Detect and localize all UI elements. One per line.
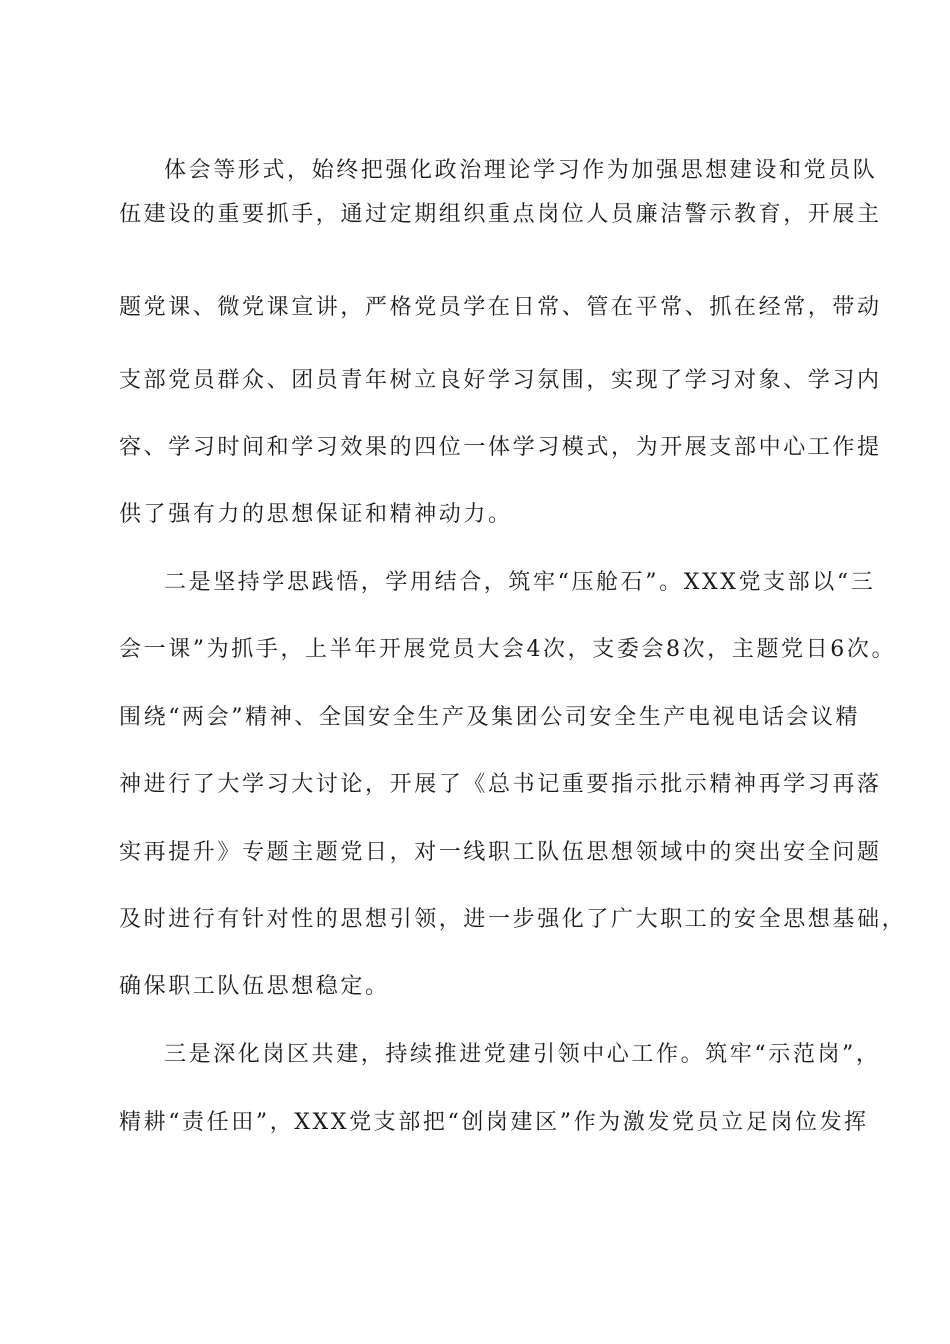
paragraph-line: 伍建设的重要抓手，通过定期组织重点岗位人员廉洁警示教育，开展主 [119,202,882,227]
paragraph-line: 神进行了大学习大讨论，开展了《总书记重要指示批示精神再学习再落 [119,772,882,797]
paragraph-line: 精耕“责任田”，XXX党支部把“创岗建区”作为激发党员立足岗位发挥 [119,1110,869,1135]
paragraph-line: 及时进行有针对性的思想引领，进一步强化了广大职工的安全思想基础， [119,907,907,932]
paragraph-line: 二是坚持学思践悟，学用结合，筑牢“压舱石”。XXX党支部以“三 [164,570,876,595]
paragraph-line: 容、学习时间和学习效果的四位一体学习模式，为开展支部中心工作提 [119,435,882,460]
paragraph-line: 支部党员群众、团员青年树立良好学习氛围，实现了学习对象、学习内 [119,368,882,393]
paragraph-line: 会一课”为抓手，上半年开展党员大会4次，支委会8次，主题党日6次。 [119,637,897,662]
paragraph-line: 题党课、微党课宣讲，严格党员学在日常、管在平常、抓在经常，带动 [119,295,882,320]
paragraph-line: 供了强有力的思想保证和精神动力。 [119,502,513,527]
paragraph-line: 体会等形式，始终把强化政治理论学习作为加强思想建设和党员队 [164,158,878,183]
paragraph-line: 三是深化岗区共建，持续推进党建引领中心工作。筑牢“示范岗”， [164,1042,881,1067]
paragraph-line: 实再提升》专题主题党日，对一线职工队伍思想领域中的突出安全问题 [119,840,882,865]
paragraph-line: 确保职工队伍思想稳定。 [119,974,390,999]
paragraph-line: 围绕“两会”精神、全国安全生产及集团公司安全生产电视电话会议精 [119,705,861,730]
